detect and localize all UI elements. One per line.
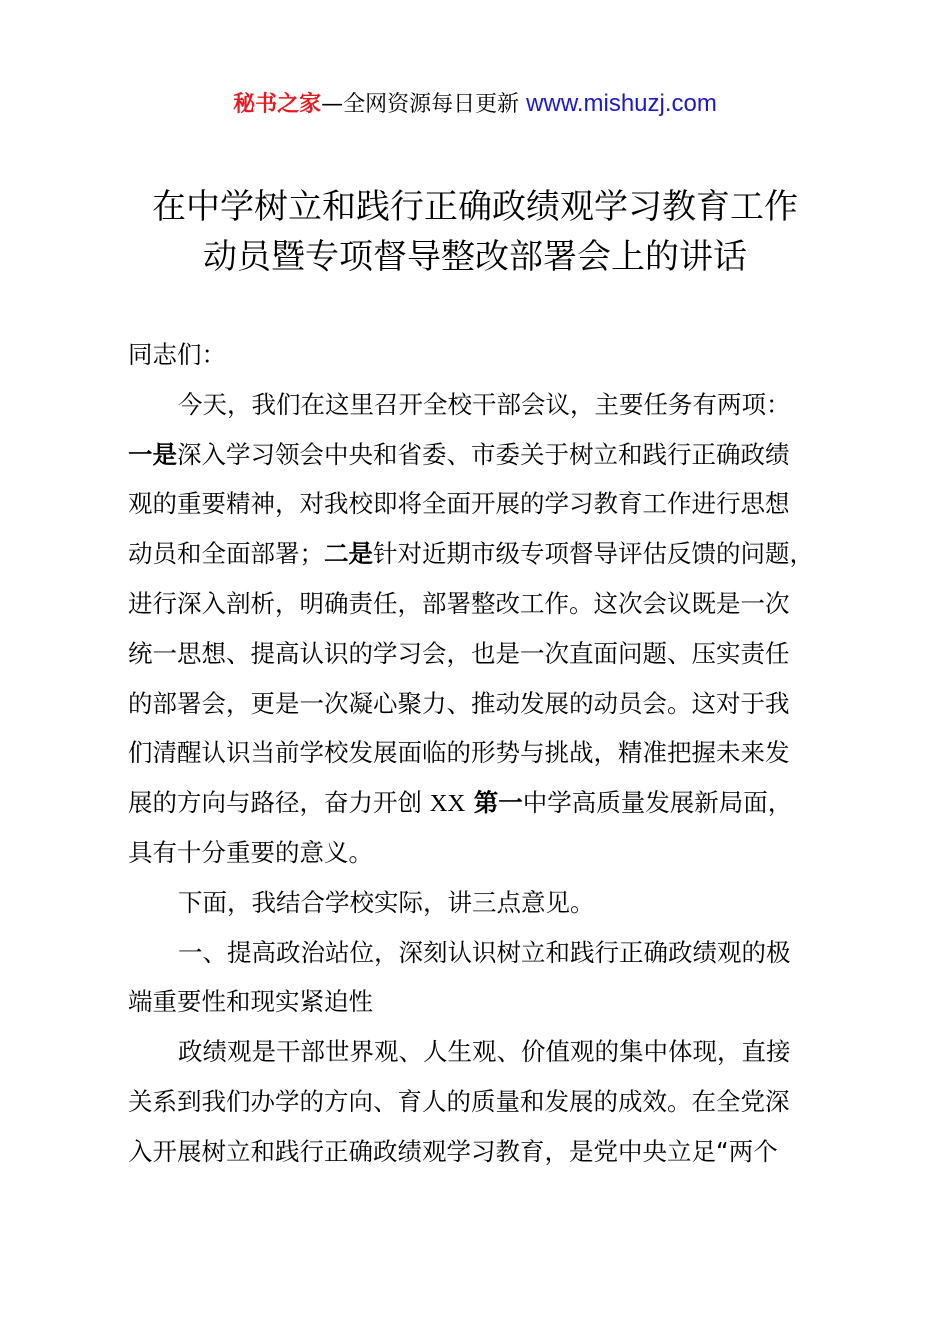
title-line-2: 动员暨专项督导整改部署会上的讲话 (203, 237, 747, 277)
site-header (0, 88, 950, 121)
text: 中学高质量发展新局面， (522, 788, 793, 818)
text-line: 的部署会，更是一次凝心聚力、推动发展的动员会。这对于我 (128, 688, 790, 718)
text: XX (429, 790, 466, 818)
section-heading: 端重要性和现实紧迫性 (128, 987, 373, 1017)
text-line: 关系到我们办学的方向、育人的质量和发展的成效。在全党深 (128, 1086, 790, 1116)
text-line: 今天，我们在这里召开全校干部会议，主要任务有两项： (178, 389, 791, 419)
text-line (128, 778, 868, 828)
bold-text: 二是 (324, 539, 373, 569)
text-line: 具有十分重要的意义。 (128, 837, 373, 867)
text-line: 入开展树立和践行正确政绩观学习教育，是党中央立足“两个 (128, 1136, 778, 1166)
salutation: 同志们： (128, 340, 226, 369)
section-heading: 一、提高政治站位，深刻认识树立和践行正确政绩观的极 (178, 937, 791, 967)
text: 展的方向与路径，奋力开创 (128, 788, 430, 818)
bold-text: 一是 (128, 439, 177, 469)
text: 动员和全面部署； (128, 539, 324, 569)
text-line: 进行深入剖析，明确责任，部署整改工作。这次会议既是一次 (128, 588, 790, 618)
title-line-1: 在中学树立和践行正确政绩观学习教育工作 (152, 187, 798, 227)
text-line: 统一思想、提高认识的学习会，也是一次直面问题、压实责任 (128, 638, 790, 668)
site-url[interactable]: www.mishuzj.com (526, 90, 717, 117)
brand-name: 秘书之家 (233, 92, 322, 117)
bold-text: 第一 (465, 788, 523, 818)
text-line (128, 430, 868, 480)
text: 深入学习领会中央和省委、市委关于树立和践行正确政绩 (177, 439, 790, 469)
document-body (128, 330, 868, 1177)
text-line: 观的重要精神，对我校即将全面开展的学习教育工作进行思想 (128, 489, 790, 519)
header-tagline: —全网资源每日更新 (321, 92, 527, 117)
text-line: 们清醒认识当前学校发展面临的形势与挑战，精准把握未来发 (128, 738, 790, 768)
text-line (128, 529, 868, 579)
text: 针对近期市级专项督导评估反馈的问题， (373, 539, 814, 569)
text-line: 政绩观是干部世界观、人生观、价值观的集中体现，直接 (178, 1037, 791, 1067)
document-title (0, 182, 950, 282)
text-line: 下面，我结合学校实际，讲三点意见。 (178, 887, 595, 917)
